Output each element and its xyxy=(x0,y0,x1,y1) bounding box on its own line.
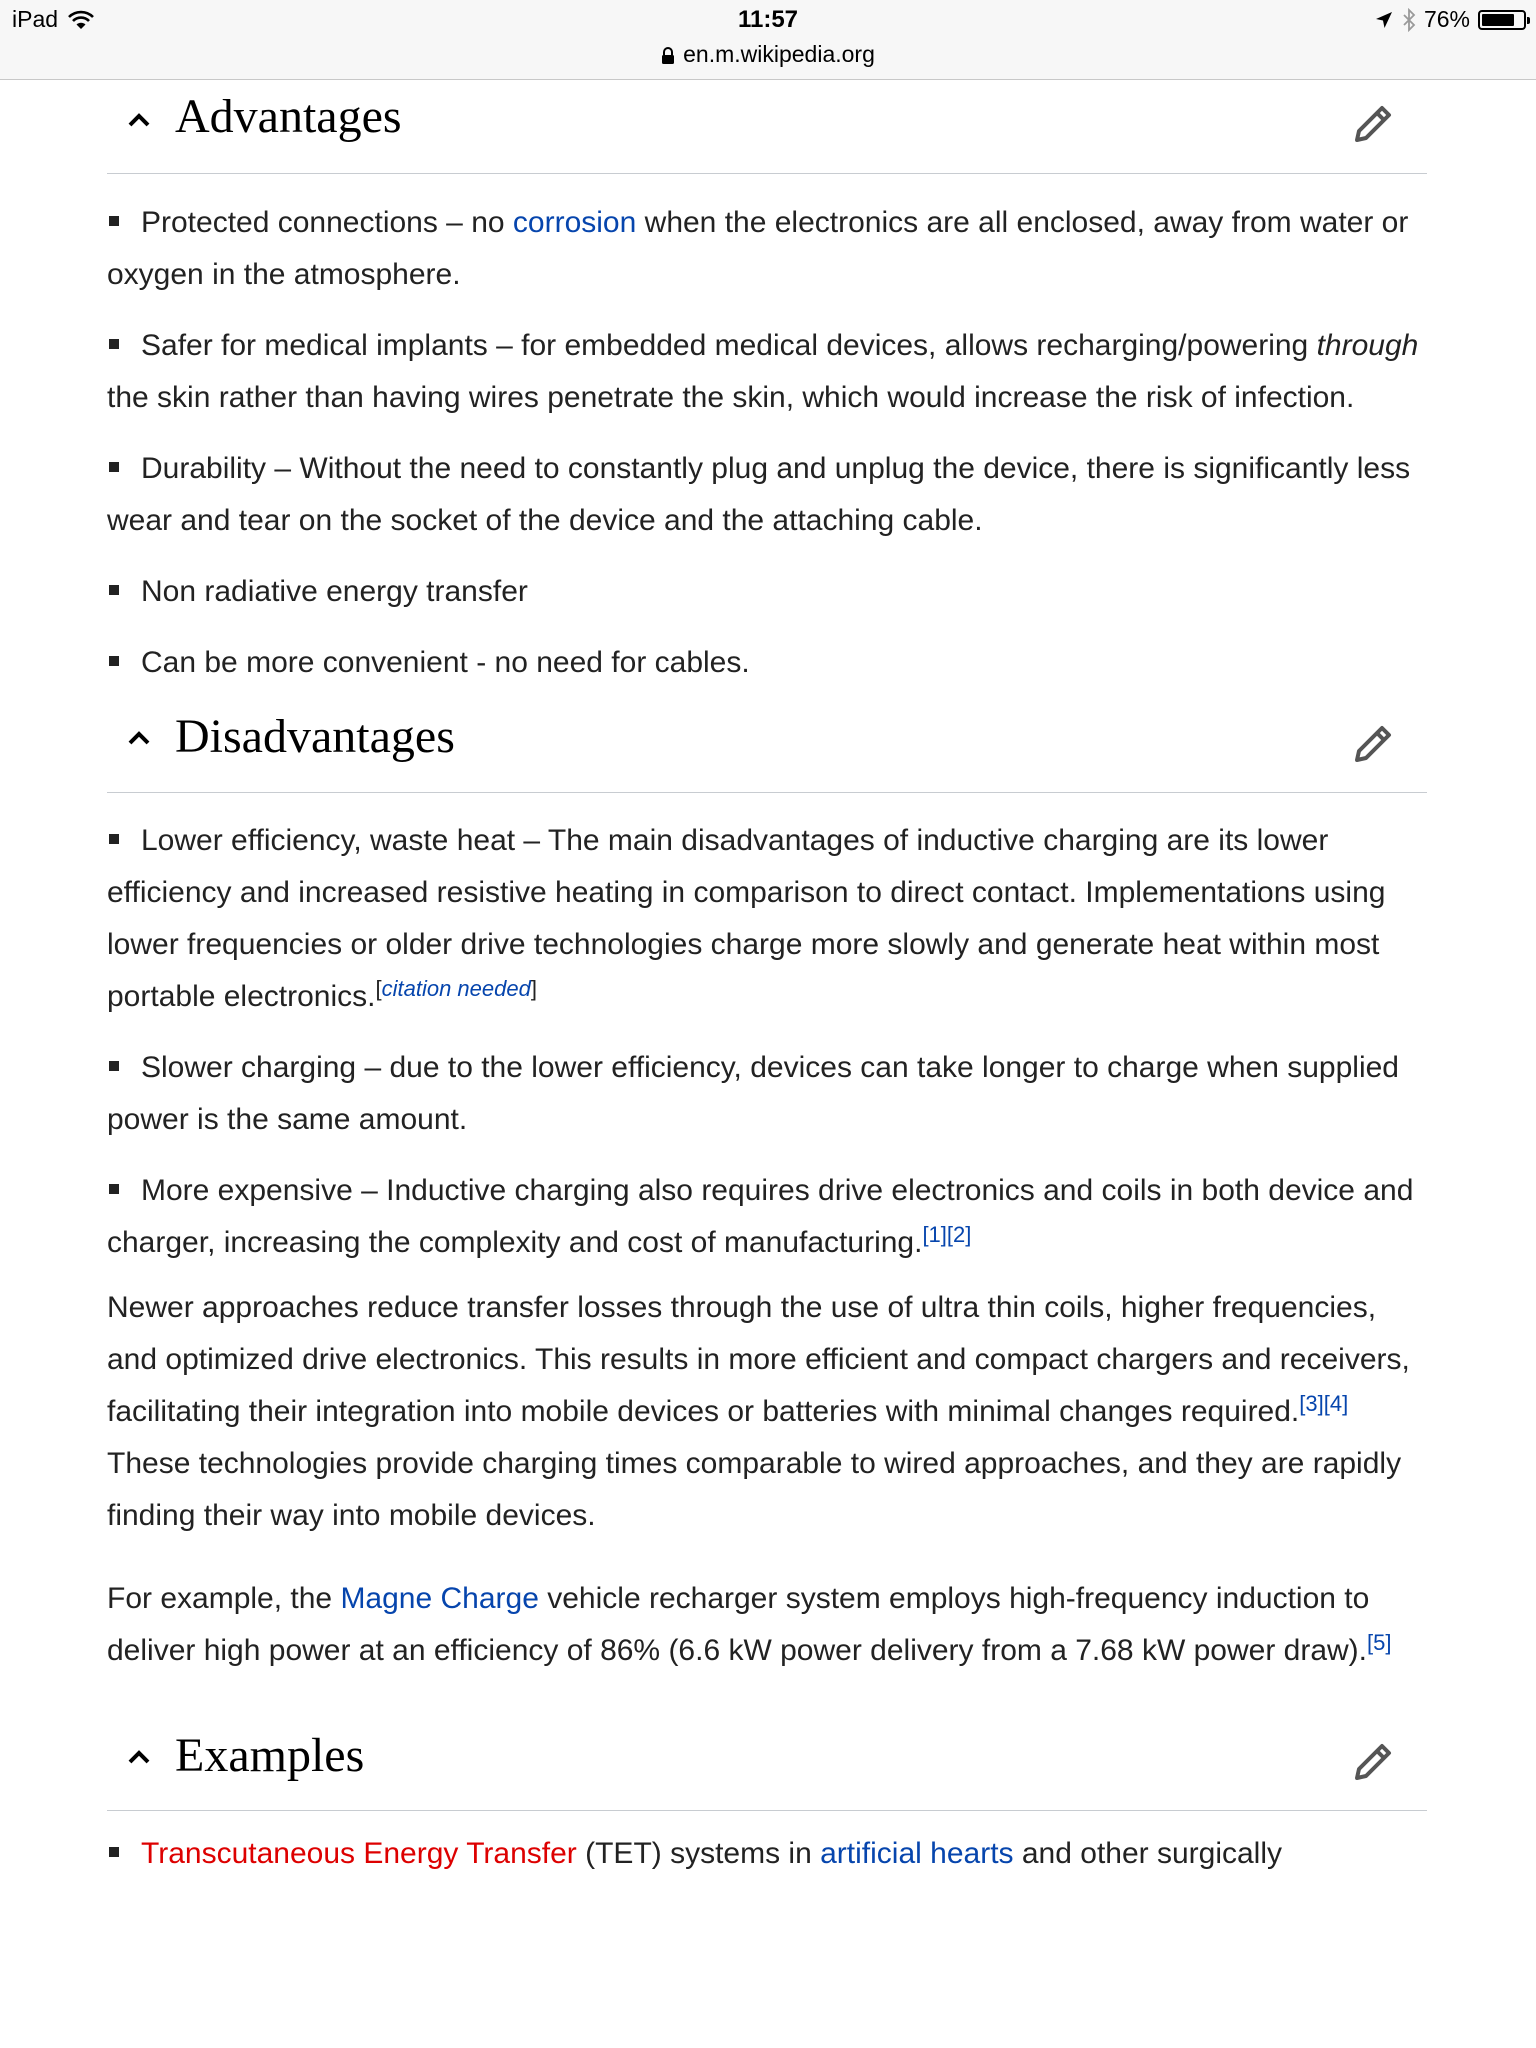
reference-links xyxy=(922,1222,971,1247)
reference-link[interactable]: [3] xyxy=(1299,1391,1324,1416)
bullet xyxy=(109,1184,119,1194)
reference-link[interactable]: [5] xyxy=(1367,1630,1392,1655)
corrosion-link[interactable]: corrosion xyxy=(512,206,637,239)
list-item: Slower charging – due to the lower efficiency, devices can take longer to charge when supplied power is the same amount. xyxy=(107,1051,1399,1136)
bluetooth-icon xyxy=(1402,8,1416,32)
section-header-advantages[interactable] xyxy=(107,79,1427,174)
bullet xyxy=(109,462,119,472)
citation-needed-link[interactable]: citation needed xyxy=(381,976,531,1001)
reference-link[interactable]: [2] xyxy=(946,1222,972,1247)
reference-link[interactable]: [4] xyxy=(1323,1391,1349,1416)
section-heading: Disadvantages xyxy=(175,710,455,763)
bullet xyxy=(109,656,119,666)
list-item: Can be more convenient - no need for cables. xyxy=(107,637,1427,689)
location-arrow-icon xyxy=(1374,10,1394,30)
battery-percent: 76% xyxy=(1423,6,1470,32)
reference-links xyxy=(1299,1391,1348,1416)
status-time: 11:57 xyxy=(737,6,799,33)
list-item: Protected connections – no corrosion when the electronics are all enclosed, away from water or oxygen in the atmosphere. xyxy=(107,206,1409,291)
bullet xyxy=(109,339,119,349)
citation-needed[interactable]: [citation needed] xyxy=(375,976,537,1001)
battery-icon xyxy=(1478,10,1526,30)
paragraph: For example, the Magne Charge vehicle recharger system employs high-frequency induction to deliver high power at an efficiency of 86% (6.6 kW power delivery from a 7.68 kW power draw).[5] xyxy=(107,1582,1392,1667)
examples-list xyxy=(107,1828,1427,1880)
reference-links xyxy=(1367,1630,1391,1655)
advantages-list xyxy=(107,197,1427,689)
paragraph: Newer approaches reduce transfer losses through the use of ultra thin coils, higher frequencies, and optimized drive electronics. This results in more efficient and compact chargers and receivers, facilitating their integration into mobile devices or batteries with minimal changes required.[3][4] These technologies provide charging times comparable to wired approaches, and they are rapidly finding their way into mobile devices. xyxy=(107,1291,1410,1532)
edit-pencil-icon[interactable] xyxy=(1349,1740,1395,1786)
status-bar xyxy=(0,0,1536,80)
list-item: Lower efficiency, waste heat – The main disadvantages of inductive charging are its lower efficiency and increased resistive heating in comparison to direct contact. Implementations using lower frequencies or older drive technologies charge more slowly and generate heat within most portable electronics.[citation needed] xyxy=(107,824,1386,1013)
magne-charge-link[interactable]: Magne Charge xyxy=(340,1582,539,1615)
chevron-up-icon[interactable] xyxy=(125,723,153,751)
bullet xyxy=(109,585,119,595)
status-right xyxy=(1374,6,1526,33)
list-item: Durability – Without the need to constantly plug and unplug the device, there is significantly less wear and tear on the socket of the device and the attaching cable. xyxy=(107,452,1411,537)
article-content xyxy=(107,79,1427,1880)
url-bar[interactable] xyxy=(0,41,1536,68)
section-header-examples[interactable] xyxy=(107,1688,1427,1811)
transcutaneous-energy-transfer-link[interactable]: Transcutaneous Energy Transfer xyxy=(141,1837,577,1870)
url-text: en.m.wikipedia.org xyxy=(683,41,875,67)
list-item: More expensive – Inductive charging also requires drive electronics and coils in both device and charger, increasing the complexity and cost of manufacturing.[1][2] xyxy=(107,1174,1414,1259)
disadvantages-list xyxy=(107,815,1427,1269)
device-label: iPad xyxy=(12,6,59,32)
edit-pencil-icon[interactable] xyxy=(1349,102,1395,148)
bullet xyxy=(109,216,119,226)
bullet xyxy=(109,834,119,844)
section-header-disadvantages[interactable] xyxy=(107,689,1427,793)
chevron-up-icon[interactable] xyxy=(125,105,153,133)
lock-icon xyxy=(661,47,675,65)
section-heading: Advantages xyxy=(175,90,402,143)
bullet xyxy=(109,1847,119,1857)
chevron-up-icon[interactable] xyxy=(125,1742,153,1770)
reference-link[interactable]: [1] xyxy=(922,1222,947,1247)
edit-pencil-icon[interactable] xyxy=(1349,722,1395,768)
list-item: Transcutaneous Energy Transfer (TET) systems in artificial hearts and other surgically xyxy=(107,1828,1427,1880)
bullet xyxy=(109,1061,119,1071)
list-item: Non radiative energy transfer xyxy=(107,566,1427,618)
list-item: Safer for medical implants – for embedded medical devices, allows recharging/powering through the skin rather than having wires penetrate the skin, which would increase the risk of infection. xyxy=(107,329,1419,414)
artificial-hearts-link[interactable]: artificial hearts xyxy=(820,1837,1014,1870)
section-heading: Examples xyxy=(175,1729,365,1782)
